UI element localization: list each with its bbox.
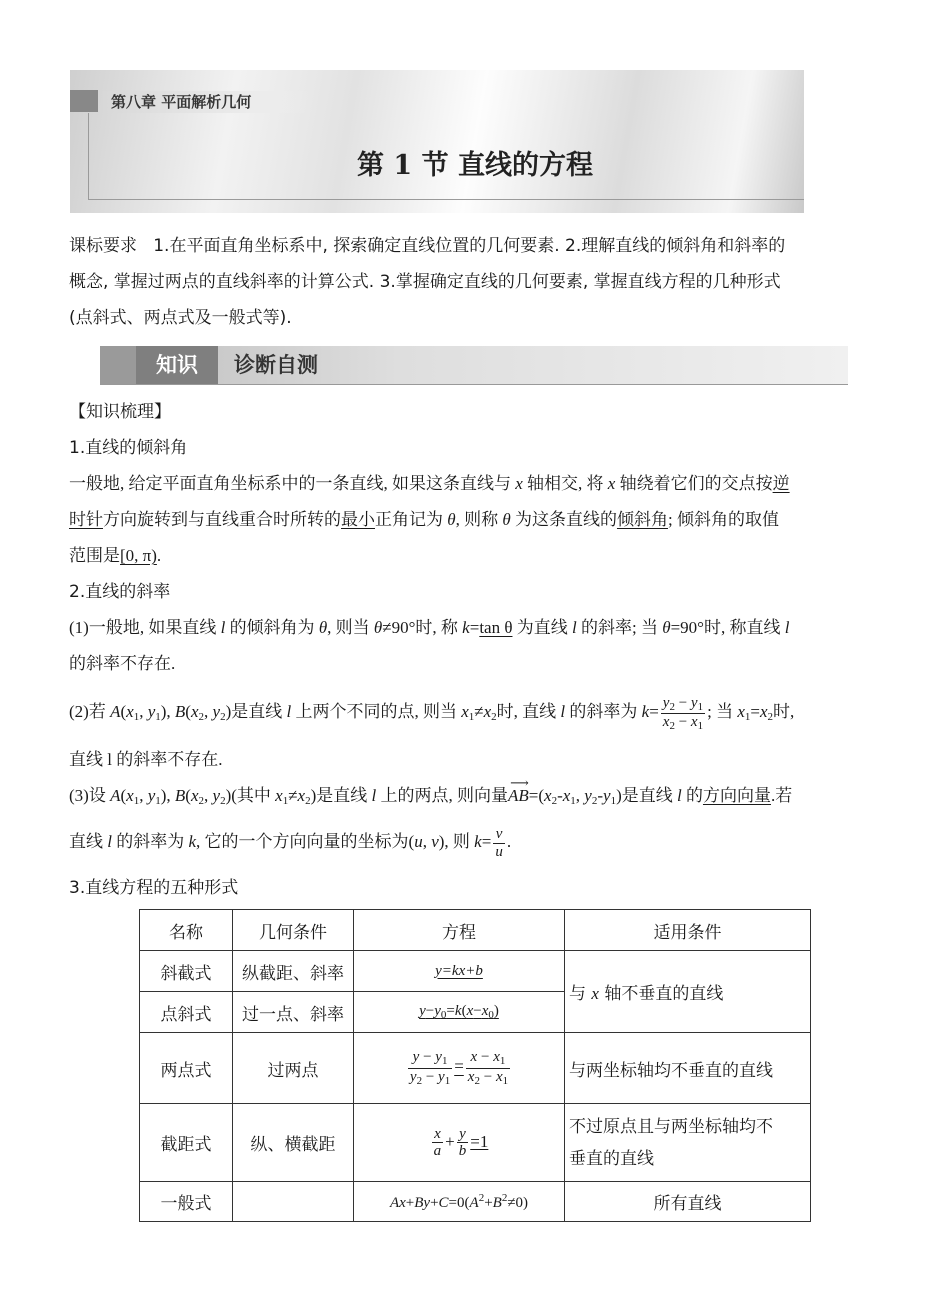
math-var: l: [220, 618, 226, 637]
text: 为这条直线的: [510, 510, 617, 529]
equation-answer: y=kx+b: [435, 962, 483, 979]
text: 一般地, 给定平面直角坐标系中的一条直线, 如果这条直线与: [69, 474, 516, 493]
math-var: x: [515, 474, 523, 493]
text: ; 倾斜角的取值: [667, 510, 779, 529]
text: 垂直的直线: [569, 1148, 654, 1169]
text: ; 当: [707, 702, 738, 721]
line-equation-forms-table: [139, 909, 811, 1222]
banner-tab-marker: [70, 90, 98, 112]
text: 为直线: [512, 618, 572, 637]
math-var: x: [591, 984, 599, 1003]
answer-blank: 最小: [341, 510, 375, 529]
math-var: l: [784, 618, 790, 637]
table-header: 方程: [354, 910, 565, 951]
answer-blank: tan θ: [479, 618, 513, 637]
form-name: 点斜式: [140, 992, 233, 1033]
text: 是直线: [231, 702, 287, 721]
text: 范围是: [69, 546, 120, 565]
vector-ab: [508, 775, 529, 814]
form-equation: [354, 951, 565, 992]
form-condition: 过一点、斜率: [233, 992, 354, 1033]
text: , 则当: [327, 618, 374, 637]
table-row: [140, 1033, 811, 1104]
text: )是直线: [310, 786, 372, 805]
math-var: l: [571, 618, 577, 637]
text: 的斜率; 当: [576, 618, 663, 637]
text: 方向旋转到与直线重合时所转的: [103, 510, 341, 529]
form-applies: 与两坐标轴均不垂直的直线: [565, 1033, 811, 1104]
text: , 则称: [455, 510, 503, 529]
subsection-title-1: 1.直线的倾斜角: [69, 438, 188, 458]
table-header: 几何条件: [233, 910, 354, 951]
table-header-row: [140, 910, 811, 951]
math-var: θ: [502, 510, 511, 529]
math-var: θ: [662, 618, 671, 637]
vector-arrow-icon: ⟶: [510, 775, 529, 790]
answer-blank: 逆: [772, 474, 790, 493]
form-condition: 纵截距、斜率: [233, 951, 354, 992]
form-condition: [233, 1182, 354, 1222]
subsection-title-3: 3.直线方程的五种形式: [69, 878, 239, 898]
text: 的: [681, 786, 703, 805]
form-condition: 纵、横截距: [233, 1104, 354, 1182]
text: (1)一般地, 如果直线: [69, 618, 221, 637]
knowledge-heading: 【知识梳理】: [69, 402, 171, 422]
text: =: [469, 618, 480, 637]
math-var: θ: [447, 510, 456, 529]
answer-blank: 方向向量: [702, 786, 771, 805]
text: 上两个不同的点, 则当: [291, 702, 462, 721]
form-equation: $y-y_0=k(x-x_0)$: [354, 992, 565, 1033]
paragraph-line: [69, 502, 889, 538]
form-applies: 所有直线: [565, 1182, 811, 1222]
section-title: 诊断自测: [234, 353, 318, 377]
form-name: 斜截式: [140, 951, 233, 992]
text: (3)设: [69, 786, 111, 805]
text: ≠90°时, 称: [382, 618, 463, 637]
paragraph-line: (3)设 $A(x_1$, $y_1$), $B(x_2$, $y_2$)(其中 $x_1\ne x_2$)是直线 l 上的两点, 则向量 ⟶ $AB=(x_2-x_1$, $y_2-y_1$)是直线 l 的方向向量.若: [69, 778, 889, 819]
text: 直线: [69, 832, 108, 851]
paragraph-line: 直线 l 的斜率为 k, 它的一个方向向量的坐标为(u, v), 则 k= $\frac{v}{u}$ .: [69, 826, 512, 860]
table-header: 名称: [140, 910, 233, 951]
section-tag: 知识: [136, 346, 218, 384]
requirements-line-2: 概念, 掌握过两点的直线斜率的计算公式. 3.掌握确定直线的几何要素, 掌握直线方程的几种形式: [69, 272, 781, 292]
requirements-text: 1.在平面直角坐标系中, 探索确定直线位置的几何要素. 2.理解直线的倾斜角和斜率的: [153, 236, 786, 256]
text: (其中: [231, 786, 276, 805]
paragraph-line: [69, 538, 889, 574]
paragraph-line: 直线 l 的斜率不存在.: [69, 750, 223, 769]
text: 轴不垂直的直线: [598, 984, 724, 1004]
form-applies: [565, 951, 811, 1033]
chapter-label: 第八章 平面解析几何: [103, 91, 313, 113]
paragraph-line: [69, 466, 889, 502]
math-var: θ: [318, 618, 328, 637]
text: (2)若: [69, 702, 111, 721]
text: 不过原点且与两坐标轴均不: [569, 1116, 773, 1137]
text: 轴相交, 将: [522, 474, 608, 493]
banner-divider: [88, 199, 804, 200]
page-title: 第 1 节 直线的方程: [357, 150, 593, 181]
requirements-line-1: [69, 228, 889, 264]
text: 上的两点, 则向量: [376, 786, 508, 805]
answer-blank: 倾斜角: [616, 510, 668, 529]
math-var: k: [462, 618, 470, 637]
table-header: 适用条件: [565, 910, 811, 951]
math-var: θ: [373, 618, 383, 637]
text: 正角记为: [375, 510, 448, 529]
form-equation: $\frac{y - y_1}{y_2 - y_1}$ = $\frac{x - x_1}{x_2 - x_1}$: [354, 1033, 565, 1104]
subsection-title-2: 2.直线的斜率: [69, 582, 171, 602]
direction-fraction: $\frac{v}{u}$: [495, 826, 503, 860]
form-equation: $\frac{x}{a}$ + $\frac{y}{b}$ =1: [354, 1104, 565, 1182]
text: =90°时, 称直线: [670, 618, 785, 637]
form-applies: [565, 1104, 811, 1182]
text: 的斜率为: [111, 832, 189, 851]
text: 的斜率为: [565, 702, 642, 721]
text: .: [156, 546, 162, 565]
slope-fraction: $\frac{y_2 - y_1}{x_2 - x_1}$: [662, 694, 704, 732]
text: 的倾斜角为: [225, 618, 319, 637]
text: 轴绕着它们的交点按: [615, 474, 773, 493]
requirements-label: 课标要求: [69, 236, 137, 256]
requirements-line-3: (点斜式、两点式及一般式等).: [69, 308, 292, 328]
section-header-accent: [100, 346, 136, 384]
text: 是直线: [621, 786, 677, 805]
text: 时, 直线: [496, 702, 561, 721]
form-name: 两点式: [140, 1033, 233, 1104]
paragraph-line: [69, 610, 889, 646]
form-equation: $Ax+By+C=0(A^2+B^2\ne 0)$: [354, 1182, 565, 1222]
form-name: 一般式: [140, 1182, 233, 1222]
form-name: 截距式: [140, 1104, 233, 1182]
answer-blank: [0, π): [120, 546, 157, 565]
answer-blank: 时针: [69, 510, 103, 529]
table-row: [140, 1104, 811, 1182]
paragraph-line: (2)若 $A(x_1$, $y_1$), $B(x_2$, $y_2$)是直线 l 上两个不同的点, 则当 $x_1\ne x_2$时, 直线 l 的斜率为 k= $\frac{y_2 - y_1}{x_2 - x_1}$ ; 当 $x_1=x_2$时,: [69, 694, 795, 732]
text: , 它的一个方向向量的坐标为: [196, 832, 409, 851]
paragraph-line: 的斜率不存在.: [69, 654, 176, 673]
form-condition: 过两点: [233, 1033, 354, 1104]
math-var: x: [607, 474, 616, 493]
text: , 则: [444, 832, 475, 851]
text: 时,: [773, 702, 795, 721]
vector-label: AB: [508, 786, 529, 805]
text: .若: [770, 786, 793, 805]
table-row: [140, 951, 811, 992]
table-row: [140, 1182, 811, 1222]
text: 与: [569, 984, 592, 1004]
